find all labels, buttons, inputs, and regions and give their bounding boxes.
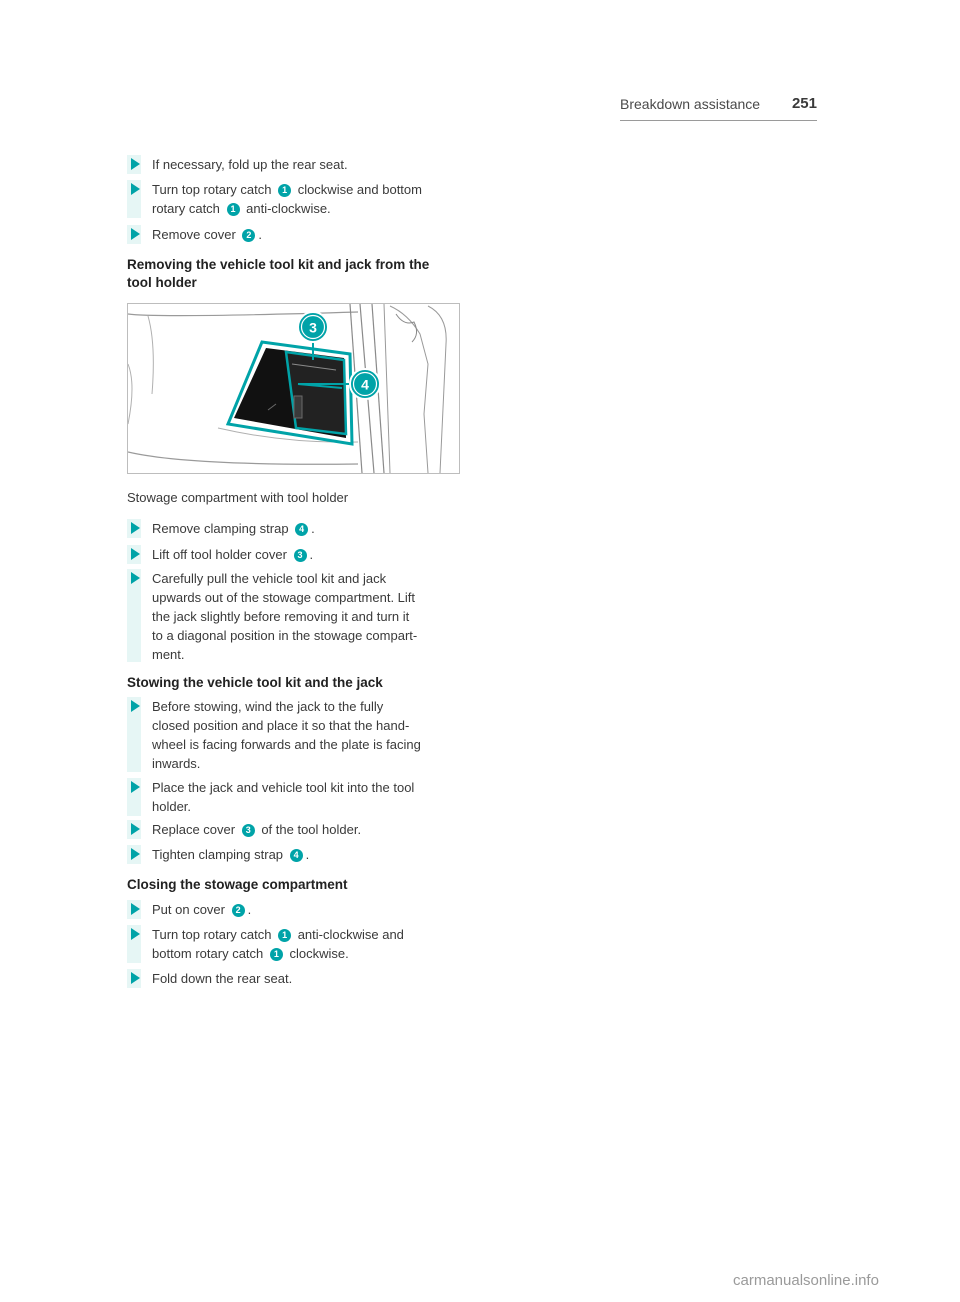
arrow-icon: [131, 183, 140, 195]
badge-2: 2: [232, 904, 245, 917]
step-before-stowing: Before stowing, wind the jack to the fully closed position and place it so that the hand- wheel is facing forwards and the plate is facing inwards.: [127, 697, 467, 772]
arrow-icon: [131, 903, 140, 915]
badge-1: 1: [278, 929, 291, 942]
step-lift-cover: Lift off tool holder cover 3 .: [127, 545, 467, 564]
heading-close-compartment: Closing the stowage compartment: [127, 877, 348, 892]
callout-3-label: 3: [309, 319, 317, 336]
page-number: 251: [791, 95, 817, 112]
arrow-icon: [131, 781, 140, 793]
arrow-icon: [131, 700, 140, 712]
heading-remove-tool-kit: Removing the vehicle tool kit and jack from the tool holder: [127, 257, 430, 290]
badge-4: 4: [290, 849, 303, 862]
step-place-jack: Place the jack and vehicle tool kit into the tool holder.: [127, 778, 467, 816]
stowage-compartment-illustration: [127, 303, 460, 474]
badge-1: 1: [270, 948, 283, 961]
arrow-icon: [131, 522, 140, 534]
arrow-icon: [131, 848, 140, 860]
step-turn-catches-open: Turn top rotary catch 1 clockwise and bottom rotary catch 1 anti-clockwise.: [127, 180, 467, 218]
heading-stow-tool-kit: Stowing the vehicle tool kit and the jack: [127, 675, 383, 690]
step-remove-cover: Remove cover 2 .: [127, 225, 467, 244]
callout-4-label: 4: [361, 376, 369, 393]
step-pull-jack: Carefully pull the vehicle tool kit and jack upwards out of the stowage compartment. Lift the jack slightly before removing it and turn it to a diagonal position in the stowage compart- ment.: [127, 569, 467, 662]
badge-3: 3: [294, 549, 307, 562]
arrow-icon: [131, 928, 140, 940]
step-replace-cover: Replace cover 3 of the tool holder.: [127, 820, 467, 839]
arrow-icon: [131, 548, 140, 560]
step-put-on-cover: Put on cover 2 .: [127, 900, 467, 919]
running-header: [620, 96, 817, 121]
figure-caption: Stowage compartment with tool holder: [127, 490, 349, 505]
step-turn-catches-close: Turn top rotary catch 1 anti-clockwise and bottom rotary catch 1 clockwise.: [127, 925, 467, 963]
step-tighten-strap: Tighten clamping strap 4 .: [127, 845, 467, 864]
step-fold-up-seat: If necessary, fold up the rear seat.: [127, 155, 467, 174]
badge-4: 4: [295, 523, 308, 536]
badge-1: 1: [227, 203, 240, 216]
step-fold-down-seat: Fold down the rear seat.: [127, 969, 467, 988]
arrow-icon: [131, 158, 140, 170]
tool-holder-drawing: [128, 304, 459, 473]
badge-1: 1: [278, 184, 291, 197]
arrow-icon: [131, 972, 140, 984]
step-remove-strap: Remove clamping strap 4 .: [127, 519, 467, 538]
watermark: carmanualsonline.info: [733, 1272, 879, 1289]
arrow-icon: [131, 572, 140, 584]
badge-2: 2: [242, 229, 255, 242]
section-title: Breakdown assistance: [620, 96, 761, 112]
badge-3: 3: [242, 824, 255, 837]
arrow-icon: [131, 228, 140, 240]
arrow-icon: [131, 823, 140, 835]
